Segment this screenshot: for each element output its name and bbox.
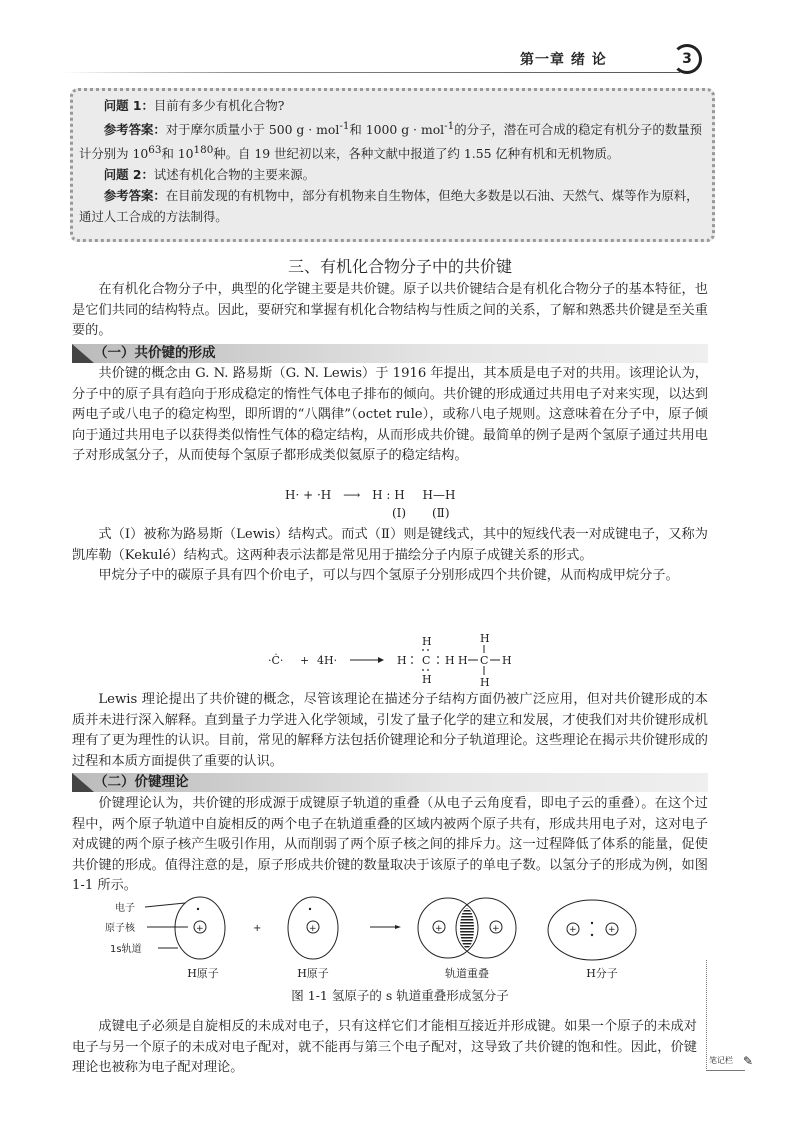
nucleus-plus: + (435, 924, 443, 934)
answer-label: 参考答案： (103, 122, 166, 138)
reactants: H· + ·H (285, 488, 332, 502)
heading-text: （一）共价键的形成 (94, 345, 216, 361)
plus-sign: + (253, 923, 262, 934)
atom-h: H (502, 654, 512, 667)
plus-sign: + (300, 654, 310, 667)
hydrogen-orbital-figure (100, 895, 660, 975)
hydrogen-equation (285, 488, 455, 502)
figure-label: 轨道重叠 (445, 967, 489, 980)
atom-h: H (458, 654, 468, 667)
electron (591, 934, 593, 936)
nucleus-plus: + (196, 924, 204, 934)
chapter-title: 第一章 绪 论 (520, 52, 607, 68)
paragraph: 共价键的概念由 G. N. 路易斯（G. N. Lewis）于 1916 年提出，其本质是电子对的共用。该理论认为，分子中的原子具有趋向于形成稳定的惰性气体电子排布的倾向。共价键的形成通过共用电子对来实现，以达到两电子或八电子的稳定构型，即所谓的“八隅律”（octet rule），或称八电子规则。这意味着在分子中，原子倾向于通过共用电子以获得类似惰性气体的稳定结构，从而形成共价键。最简单的例子是两个氢原子通过共用电子对形成氢分子，从而使每个氢原子都形成类似氦原子的稳定结构。 (72, 366, 708, 464)
figure-label: H原子 (297, 967, 329, 980)
nucleus-plus: + (309, 924, 317, 934)
body-text (72, 690, 708, 772)
superscript: 63 (148, 144, 162, 157)
question-1 (79, 95, 706, 116)
formula-label-1: (Ⅰ) (392, 506, 407, 520)
question-text: 目前有多少有机化合物? (153, 98, 285, 113)
notes-label: 笔记栏 (709, 1056, 733, 1065)
molecule-orbital (548, 900, 636, 960)
arrow-icon: ⟶ (343, 488, 361, 502)
atom-c: C (422, 654, 431, 667)
page-number: 3 (672, 44, 702, 74)
nucleus-plus: + (492, 924, 500, 934)
atom-h: H (422, 673, 432, 686)
superscript: 180 (193, 144, 214, 157)
atom-h: H (480, 676, 490, 688)
paragraph: 式（Ⅰ）被称为路易斯（Lewis）结构式。而式（Ⅱ）则是键线式，其中的短线代表一对成键电子，又称为凯库勒（Kekulé）结构式。这两种表示法都是常见用于描绘分子内原子成键关系的形式。 (72, 527, 708, 563)
arrowhead (395, 925, 401, 929)
paragraph: 价键理论认为，共价键的形成源于成键原子轨道的重叠（从电子云角度看，即电子云的重叠）。在这个过程中，两个原子轨道中自旋相反的两个电子在轨道重叠的区域内被两个原子共有，形成共用电子对，这对电子对成键的两个原子核产生吸引作用，从而削弱了两个原子核之间的排斥力。这一过程降低了体系的能量，促使共价键的形成。值得注意的是，原子形成共价键的数量取决于该原子的单电子数。以氢分子的形成为例，如图 1-1 所示。 (72, 796, 708, 894)
callout-orbital: 1s轨道 (110, 944, 142, 955)
heading-marker (72, 344, 94, 363)
figure-label: H原子 (187, 967, 219, 980)
section-title: 三、有机化合物分子中的共价键 (287, 257, 512, 276)
subsection-heading-2 (72, 773, 708, 792)
body-text (72, 525, 708, 587)
paragraph: 在有机化合物分子中，典型的化学键主要是共价键。原子以共价键结合是有机化合物分子的基本特征，也是它们共同的结构特点。因此，要研究和掌握有机化合物结构与性质之间的关系，了解和熟悉共价键是至关重要的。 (72, 282, 708, 339)
callout-nucleus: 原子核 (105, 923, 135, 934)
atom-h: H (422, 635, 432, 648)
paragraph: 甲烷分子中的碳原子具有四个价电子，可以与四个氢原子分别形成四个共价键，从而构成甲烷分子。 (98, 568, 679, 584)
answer-text: 种。自 19 世纪初以来，各种文献中报道了约 1.55 亿种有机和无机物质。 (213, 146, 620, 162)
arrowhead (378, 657, 384, 663)
question-label: 问题 2： (103, 167, 154, 183)
body-text (72, 794, 708, 897)
lewis-structure: H : H (372, 488, 405, 502)
answer-text: 和 1000 g · mol (349, 122, 445, 138)
answer-1 (79, 116, 706, 164)
question-text: 试述有机化合物的主要来源。 (153, 167, 315, 183)
kekule-structure: H—H (422, 488, 456, 502)
answer-text: 对于摩尔质量小于 500 g · mol (165, 122, 340, 138)
methane-kekule (458, 632, 518, 688)
nucleus-plus: + (608, 925, 616, 935)
atom-h: H (480, 632, 490, 645)
electron (197, 908, 199, 910)
figure-label: H分子 (586, 967, 618, 980)
paragraph: Lewis 理论提出了共价键的概念，尽管该理论在描述分子结构方面仍被广泛应用，但对共价键形成的本质并未进行深入解释。直到量子力学进入化学领域，引发了量子化学的建立和发展，才使我们对共价键形成机理有了更为理性的认识。目前，常见的解释方法包括价键理论和分子轨道理论。这些理论在揭示共价键形成的过程和本质方面提供了重要的认识。 (72, 692, 708, 769)
heading-text: （二）价键理论 (94, 774, 189, 790)
paragraph: 成键电子必须是自旋相反的未成对电子，只有这样它们才能相互接近并形成键。如果一个原子的未成对电子与另一个原子的未成对电子配对，就不能再与第三个电子配对，这导致了共价键的饱和性。因此，价键理论也被称为电子配对理论。 (72, 1019, 697, 1076)
answer-text: 的分子，潜在可合成的稳定有机分子的数量预计分别为 10 (79, 122, 702, 162)
formula-label-2: (Ⅱ) (432, 506, 450, 520)
answer-label: 参考答案： (103, 188, 166, 204)
overlap-region (460, 908, 474, 948)
question-label: 问题 1： (103, 98, 154, 113)
body-text (72, 364, 708, 467)
electron (309, 908, 311, 910)
figure-caption: 图 1-1 氢原子的 s 轨道重叠形成氢分子 (291, 988, 509, 1003)
callout-lines (145, 903, 188, 948)
electron (591, 922, 593, 924)
carbon-atom: ·Ċ· (268, 654, 284, 667)
question-2 (79, 164, 706, 185)
notes-margin (706, 960, 753, 1071)
subsection-heading-1 (72, 344, 708, 363)
callout-electron: 电子 (115, 903, 135, 914)
intro-paragraph (72, 280, 708, 342)
header-rule (60, 72, 680, 73)
nucleus-plus: + (569, 925, 577, 935)
atom-c: C (480, 654, 489, 667)
atom-h: H (445, 654, 455, 667)
superscript: -1 (444, 120, 455, 132)
pencil-icon: ✎ (742, 1054, 753, 1068)
body-text (72, 1017, 697, 1079)
answer-text: 和 10 (161, 146, 194, 162)
hydrogens: 4H· (317, 654, 338, 667)
answer-2 (79, 185, 706, 227)
heading-marker (72, 773, 94, 792)
answer-text: 在目前发现的有机物中，部分有机物来自生物体，但绝大多数是以石油、天然气、煤等作为原料，通过人工合成的方法制得。 (79, 188, 699, 225)
atom-h: H (397, 654, 407, 667)
qa-box (70, 88, 715, 242)
superscript: -1 (339, 120, 350, 132)
